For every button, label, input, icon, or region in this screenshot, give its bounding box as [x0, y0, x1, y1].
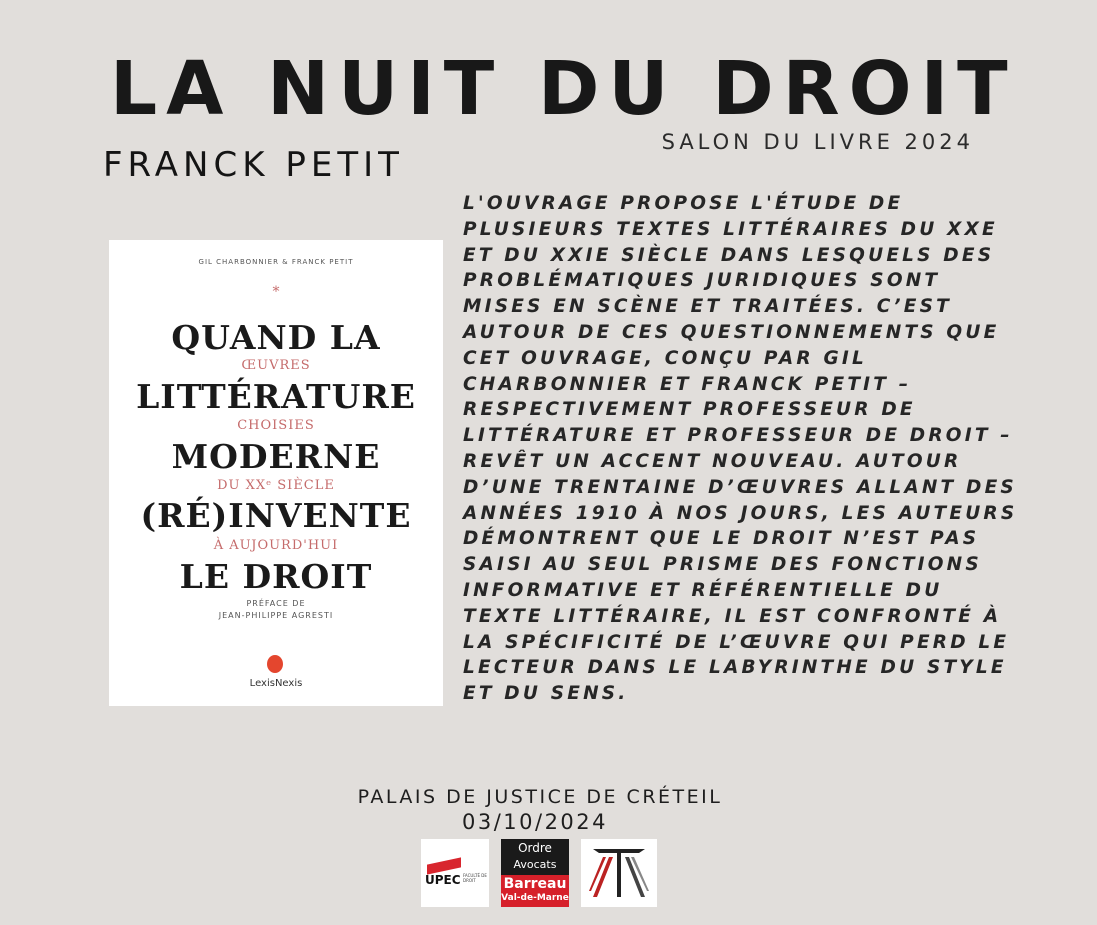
cover-title-line-3: MODERNE: [171, 437, 381, 476]
publisher-name: LexisNexis: [249, 678, 303, 689]
cover-authors: GIL CHARBONNIER & FRANCK PETIT: [198, 258, 354, 266]
upec-logo: [421, 839, 489, 907]
event-title: LA NUIT DU DROIT: [110, 46, 1017, 132]
book-description: L'OUVRAGE PROPOSE L'ÉTUDE DE PLUSIEURS TEXTES LITTÉRAIRES DU XXE ET DU XXIE SIÈCLE DANS LESQUELS DES PROBLÉMATIQUES JURIDIQUES SONT MISES EN SCÈNE ET TRAITÉES. C’EST AUTOUR DE CES QUESTIONNEMENTS QUE CET OUVRAGE, CONÇU PAR GIL CHARBONNIER ET FRANCK PETIT – RESPECTIVEMENT PROFESSEUR DE LITTÉRATURE ET PROFESSEUR DE DROIT – REVÊT UN ACCENT NOUVEAU. AUTOUR D’UNE TRENTAINE D’ŒUVRES ALLANT DES ANNÉES 1910 À NOS JOURS, LES AUTEURS DÉMONTRENT QUE LE DROIT N’EST PAS SAISI AU SEUL PRISME DES FONCTIONS INFORMATIVE ET RÉFÉRENTIELLE DU TEXTE LITTÉRAIRE, IL EST CONFRONTÉ À LA SPÉCIFICITÉ DE L’ŒUVRE QUI PERD LE LECTEUR DANS LE LABYRINTHE DU STYLE ET DU SENS.: [463, 193, 1018, 705]
cover-star-icon: *: [272, 284, 280, 300]
upec-logo-subtitle: FACULTÉ DE DROIT: [463, 873, 487, 883]
book-cover: [109, 240, 443, 706]
barreau-logo: [501, 839, 569, 907]
publisher-logo-icon: [267, 655, 283, 673]
cover-subtitle-line-4: À AUJOURD'HUI: [213, 538, 339, 553]
cover-subtitle-line-3: DU XXᵉ SIÈCLE: [217, 478, 335, 493]
cover-subtitle-line-1: ŒUVRES: [241, 358, 311, 373]
cover-title-line-2: LITTÉRATURE: [136, 377, 416, 416]
barreau-logo-avocats: Avocats: [513, 858, 557, 871]
barreau-logo-name: Barreau: [503, 876, 567, 892]
event-date: 03/10/2024: [461, 810, 609, 834]
event-subtitle: SALON DU LIVRE 2024: [661, 130, 974, 154]
barreau-logo-ordre: Ordre: [518, 841, 552, 855]
cover-title-line-4: (RÉ)INVENTE: [140, 496, 412, 535]
cover-subtitle-line-2: CHOISIES: [237, 418, 315, 433]
barreau-logo-region: Val-de-Marne: [501, 893, 569, 903]
tribunal-mark-icon: [587, 843, 651, 899]
cover-preface-author: JEAN-PHILIPPE AGRESTI: [218, 611, 334, 620]
author-name: FRANCK PETIT: [103, 145, 404, 185]
tribunal-logo: [581, 839, 657, 907]
event-venue: PALAIS DE JUSTICE DE CRÉTEIL: [357, 786, 723, 808]
cover-title-line-1: QUAND LA: [171, 318, 381, 357]
upec-logo-name: UPEC: [425, 873, 461, 887]
cover-title-line-5: LE DROIT: [179, 557, 373, 596]
cover-preface-label: PRÉFACE DE: [246, 599, 306, 608]
